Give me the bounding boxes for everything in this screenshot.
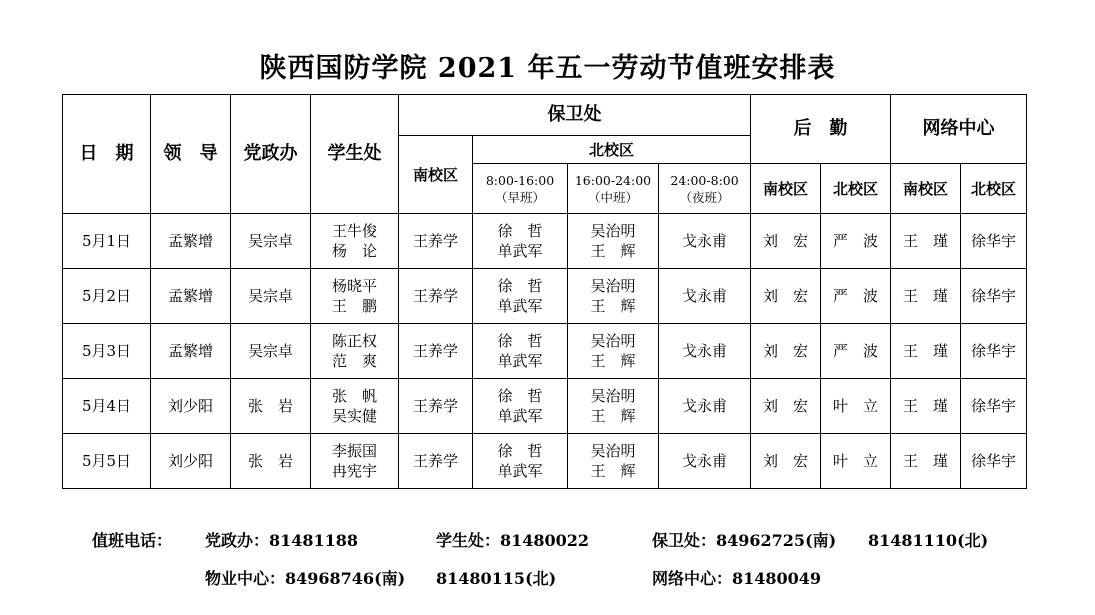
cell-student-office-line2: 吴实健 — [331, 407, 377, 425]
cell-date: 5月2日 — [63, 269, 151, 324]
cell-student-office — [311, 324, 399, 379]
cell-logistics-south: 刘 宏 — [751, 324, 821, 379]
cell-shift-mid-line1: 吴治明 — [590, 222, 636, 240]
cell-student-office-line1: 张 帆 — [331, 387, 377, 405]
cell-shift-mid-line1: 吴治明 — [590, 332, 636, 350]
cell-shift-mid — [568, 379, 659, 434]
cell-shift-early — [473, 214, 568, 269]
cell-security-south: 王养学 — [399, 214, 473, 269]
cell-date: 5月4日 — [63, 379, 151, 434]
cell-shift-mid-line2: 王 辉 — [590, 407, 636, 425]
cell-party-office: 吴宗卓 — [231, 214, 311, 269]
cell-shift-mid-line1: 吴治明 — [590, 442, 636, 460]
cell-shift-mid-line1: 吴治明 — [590, 277, 636, 295]
cell-shift-night: 戈永甫 — [659, 214, 751, 269]
cell-logistics-north: 严 波 — [821, 214, 891, 269]
cell-student-office-line2: 杨 论 — [331, 242, 377, 260]
cell-shift-early-line2: 单武军 — [497, 297, 543, 315]
cell-student-office-line1: 王牛俊 — [331, 222, 377, 240]
table-row — [63, 379, 1027, 434]
cell-shift-early-line2: 单武军 — [497, 462, 543, 480]
cell-security-south: 王养学 — [399, 434, 473, 489]
cell-shift-mid-line2: 王 辉 — [590, 297, 636, 315]
cell-logistics-north: 严 波 — [821, 324, 891, 379]
header-network-north: 北校区 — [961, 164, 1027, 214]
header-leader: 领 导 — [151, 95, 231, 214]
cell-shift-night: 戈永甫 — [659, 324, 751, 379]
cell-student-office — [311, 269, 399, 324]
cell-shift-mid — [568, 434, 659, 489]
cell-network-north: 徐华宇 — [961, 379, 1027, 434]
header-logistics-south: 南校区 — [751, 164, 821, 214]
cell-leader: 孟繁增 — [151, 214, 231, 269]
cell-leader: 孟繁增 — [151, 324, 231, 379]
header-network-south: 南校区 — [891, 164, 961, 214]
cell-network-north: 徐华宇 — [961, 269, 1027, 324]
cell-network-north: 徐华宇 — [961, 434, 1027, 489]
student-office-phone: 学生处：81480022 — [436, 531, 590, 550]
security-phone-south: 保卫处：84962725(南) — [652, 531, 837, 550]
cell-shift-night: 戈永甫 — [659, 269, 751, 324]
cell-logistics-north: 叶 立 — [821, 379, 891, 434]
cell-shift-early-line1: 徐 哲 — [497, 442, 543, 460]
cell-shift-night: 戈永甫 — [659, 434, 751, 489]
cell-security-south: 王养学 — [399, 269, 473, 324]
header-security-north: 北校区 — [473, 136, 751, 164]
cell-shift-early — [473, 269, 568, 324]
cell-network-north: 徐华宇 — [961, 214, 1027, 269]
cell-party-office: 张 岩 — [231, 379, 311, 434]
duty-schedule-table — [62, 94, 1027, 489]
cell-logistics-south: 刘 宏 — [751, 434, 821, 489]
cell-party-office: 吴宗卓 — [231, 324, 311, 379]
property-phone-north: 81480115(北) — [436, 569, 557, 588]
duty-phone-label: 值班电话： — [92, 531, 173, 550]
cell-shift-early-line1: 徐 哲 — [497, 277, 543, 295]
cell-student-office-line2: 王 鹏 — [331, 297, 377, 315]
cell-date: 5月3日 — [63, 324, 151, 379]
table-row — [63, 269, 1027, 324]
header-logistics-north: 北校区 — [821, 164, 891, 214]
cell-shift-mid — [568, 214, 659, 269]
security-phone-north: 81481110(北) — [868, 531, 989, 550]
cell-shift-early-line2: 单武军 — [497, 407, 543, 425]
table-row — [63, 324, 1027, 379]
cell-shift-early — [473, 324, 568, 379]
property-phone-south: 物业中心：84968746(南) — [205, 569, 406, 588]
cell-shift-mid-line2: 王 辉 — [590, 462, 636, 480]
cell-shift-early — [473, 434, 568, 489]
cell-date: 5月5日 — [63, 434, 151, 489]
table-row — [63, 214, 1027, 269]
party-office-phone: 党政办：81481188 — [205, 531, 359, 550]
cell-leader: 孟繁增 — [151, 269, 231, 324]
cell-shift-early-line1: 徐 哲 — [497, 222, 543, 240]
cell-shift-mid-line2: 王 辉 — [590, 242, 636, 260]
cell-shift-mid-line1: 吴治明 — [590, 387, 636, 405]
cell-student-office-line1: 陈正权 — [331, 332, 377, 350]
header-shift-early: 8:00-16:00 （早班） — [473, 164, 568, 214]
cell-network-south: 王 瑾 — [891, 269, 961, 324]
cell-student-office — [311, 214, 399, 269]
cell-logistics-north: 叶 立 — [821, 434, 891, 489]
header-shift-mid: 16:00-24:00 （中班） — [568, 164, 659, 214]
cell-student-office-line1: 李振国 — [331, 442, 377, 460]
network-phone: 网络中心：81480049 — [652, 569, 822, 588]
table-row — [63, 434, 1027, 489]
header-party-office: 党政办 — [231, 95, 311, 214]
cell-network-south: 王 瑾 — [891, 214, 961, 269]
cell-shift-night: 戈永甫 — [659, 379, 751, 434]
cell-logistics-south: 刘 宏 — [751, 379, 821, 434]
cell-shift-early — [473, 379, 568, 434]
cell-student-office-line2: 范 爽 — [331, 352, 377, 370]
cell-network-south: 王 瑾 — [891, 324, 961, 379]
cell-leader: 刘少阳 — [151, 379, 231, 434]
cell-student-office — [311, 434, 399, 489]
page-title: 陕西国防学院 2021 年五一劳动节值班安排表 — [259, 53, 836, 84]
cell-network-north: 徐华宇 — [961, 324, 1027, 379]
cell-network-south: 王 瑾 — [891, 434, 961, 489]
cell-security-south: 王养学 — [399, 379, 473, 434]
header-security-south: 南校区 — [399, 136, 473, 214]
cell-date: 5月1日 — [63, 214, 151, 269]
cell-logistics-north: 严 波 — [821, 269, 891, 324]
cell-student-office — [311, 379, 399, 434]
header-date: 日 期 — [63, 95, 151, 214]
cell-party-office: 张 岩 — [231, 434, 311, 489]
cell-party-office: 吴宗卓 — [231, 269, 311, 324]
cell-student-office-line2: 冉宪宇 — [331, 462, 377, 480]
cell-logistics-south: 刘 宏 — [751, 214, 821, 269]
cell-shift-mid — [568, 269, 659, 324]
header-row-1 — [63, 95, 1027, 136]
cell-network-south: 王 瑾 — [891, 379, 961, 434]
cell-logistics-south: 刘 宏 — [751, 269, 821, 324]
cell-security-south: 王养学 — [399, 324, 473, 379]
header-security: 保卫处 — [399, 95, 751, 136]
header-network: 网络中心 — [891, 95, 1027, 164]
header-student-office: 学生处 — [311, 95, 399, 214]
header-shift-night: 24:00-8:00 （夜班） — [659, 164, 751, 214]
cell-shift-early-line2: 单武军 — [497, 352, 543, 370]
cell-shift-early-line1: 徐 哲 — [497, 387, 543, 405]
cell-student-office-line1: 杨晓平 — [331, 277, 377, 295]
cell-leader: 刘少阳 — [151, 434, 231, 489]
cell-shift-early-line1: 徐 哲 — [497, 332, 543, 350]
cell-shift-early-line2: 单武军 — [497, 242, 543, 260]
cell-shift-mid-line2: 王 辉 — [590, 352, 636, 370]
cell-shift-mid — [568, 324, 659, 379]
header-logistics: 后 勤 — [751, 95, 891, 164]
